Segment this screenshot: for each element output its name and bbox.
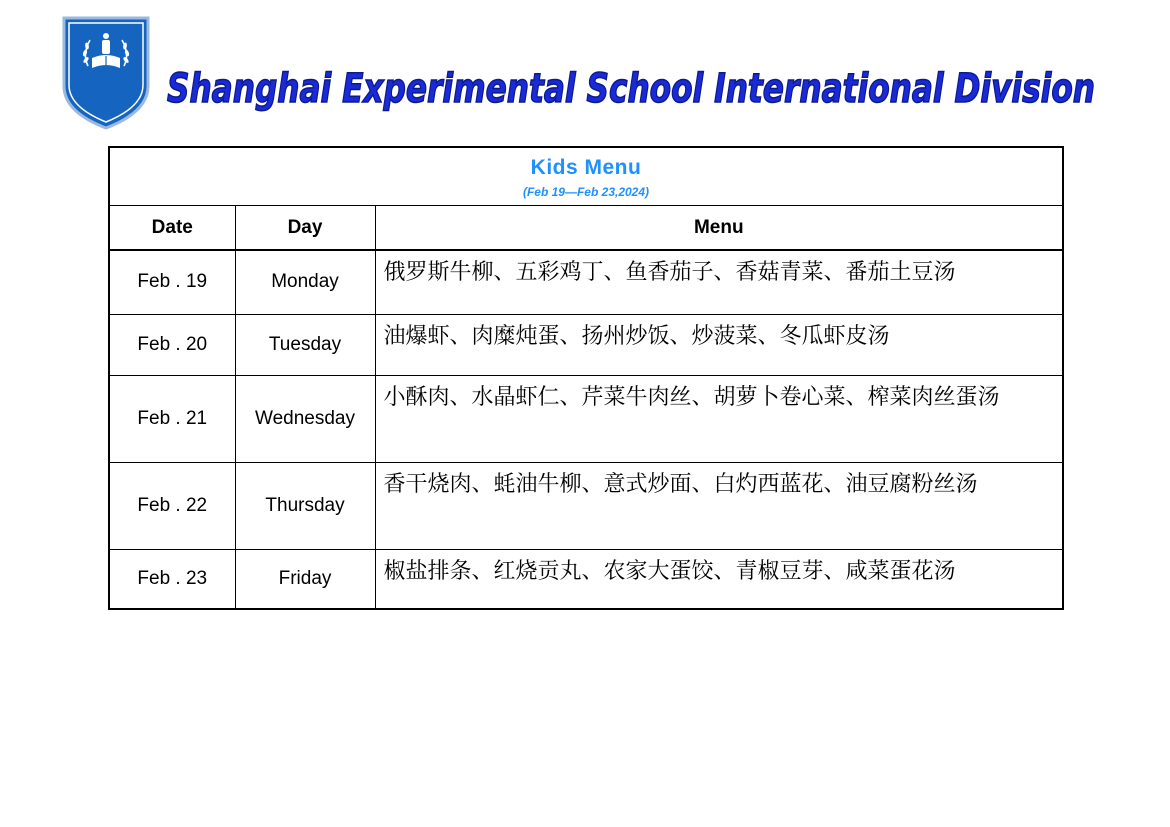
- table-row: [109, 314, 1063, 375]
- date-cell: Feb . 19: [109, 250, 235, 314]
- column-header-day: Day: [235, 206, 375, 251]
- menu-cell: 小酥肉、水晶虾仁、芹菜牛肉丝、胡萝卜卷心菜、榨菜肉丝蛋汤: [375, 375, 1063, 462]
- menu-table: [108, 146, 1064, 610]
- menu-cell: 油爆虾、肉糜炖蛋、扬州炒饭、炒菠菜、冬瓜虾皮汤: [375, 314, 1063, 375]
- table-row: [109, 375, 1063, 462]
- page-header: [0, 0, 1170, 140]
- table-row: [109, 462, 1063, 549]
- school-name: [163, 62, 1103, 118]
- day-cell: Monday: [235, 250, 375, 314]
- school-logo: [62, 16, 150, 130]
- day-cell: Thursday: [235, 462, 375, 549]
- date-cell: Feb . 23: [109, 549, 235, 609]
- table-row: [109, 250, 1063, 314]
- day-cell: Wednesday: [235, 375, 375, 462]
- menu-title: Kids Menu: [530, 156, 642, 179]
- date-cell: Feb . 20: [109, 314, 235, 375]
- menu-title-cell: [109, 147, 1063, 206]
- menu-cell: 椒盐排条、红烧贡丸、农家大蛋饺、青椒豆芽、咸菜蛋花汤: [375, 549, 1063, 609]
- date-cell: Feb . 22: [109, 462, 235, 549]
- date-cell: Feb . 21: [109, 375, 235, 462]
- table-row: [109, 549, 1063, 609]
- column-header-menu: Menu: [375, 206, 1063, 251]
- menu-cell: 俄罗斯牛柳、五彩鸡丁、鱼香茄子、香菇青菜、番茄土豆汤: [375, 250, 1063, 314]
- column-header-date: Date: [109, 206, 235, 251]
- menu-date-range: (Feb 19—Feb 23,2024): [522, 185, 650, 199]
- table-header-row: [109, 206, 1063, 251]
- school-name-text: Shanghai Experimental School International Division: [167, 66, 1095, 112]
- menu-cell: 香干烧肉、蚝油牛柳、意式炒面、白灼西蓝花、油豆腐粉丝汤: [375, 462, 1063, 549]
- day-cell: Tuesday: [235, 314, 375, 375]
- day-cell: Friday: [235, 549, 375, 609]
